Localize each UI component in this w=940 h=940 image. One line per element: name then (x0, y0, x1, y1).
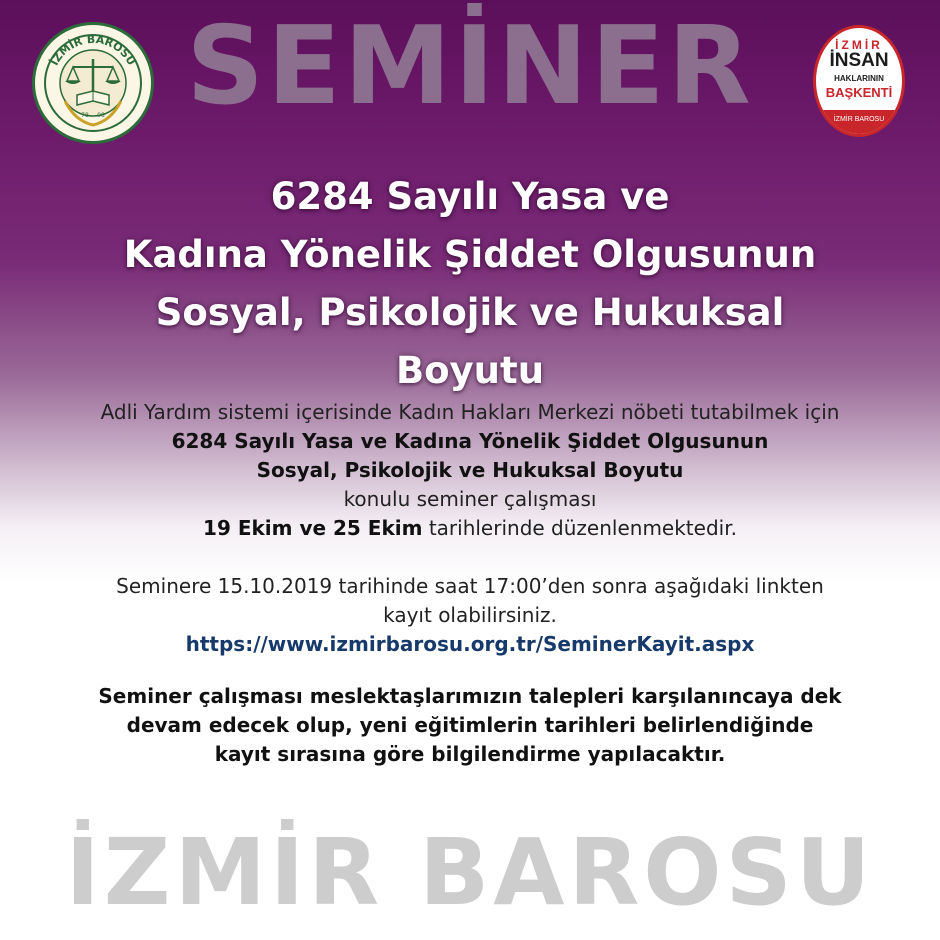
logo-right-line1: İZMİR (835, 38, 883, 52)
final-line: Seminer çalışması meslektaşlarımızın talepleri karşılanıncaya dek (98, 684, 842, 708)
intro-topic-line: 6284 Sayılı Yasa ve Kadına Yönelik Şiddet Olgusunun (171, 429, 769, 453)
intro-line: konulu seminer çalışması (343, 487, 597, 511)
izmir-barosu-seal-logo (32, 22, 154, 144)
logo-right-line5: İZMİR BAROSU (816, 110, 902, 134)
seal-text: İZMİR BAROSU (47, 32, 139, 68)
final-notice (30, 682, 910, 769)
title-line: Sosyal, Psikolojik ve Hukuksal (155, 291, 785, 334)
insan-haklari-baskenti-logo (813, 25, 905, 137)
dates-bold: 19 Ekim ve 25 Ekim (203, 516, 423, 540)
intro-topic-line: Sosyal, Psikolojik ve Hukuksal Boyutu (256, 458, 684, 482)
dates-rest: tarihlerinde düzenlenmektedir. (422, 516, 737, 540)
final-line: devam edecek olup, yeni eğitimlerin tarihleri belirlendiğinde (126, 713, 814, 737)
logo-right-line4: BAŞKENTİ (825, 85, 893, 100)
seminar-description (40, 398, 900, 659)
registration-line: Seminere 15.10.2019 tarihinde saat 17:00’den sonra aşağıdaki linkten (116, 574, 824, 598)
final-line: kayıt sırasına göre bilgilendirme yapılacaktır. (214, 742, 726, 766)
dates-line (40, 514, 900, 543)
logo-right-line3: HAKLARININ (834, 74, 884, 83)
header-word: SEMİNER (186, 4, 754, 129)
registration-line: kayıt olabilirsiniz. (383, 603, 557, 627)
seal-year-right: 08 (97, 112, 105, 119)
intro-line: Adli Yardım sistemi içerisinde Kadın Hakları Merkezi nöbeti tutabilmek için (100, 400, 840, 424)
title-line: 6284 Sayılı Yasa ve (270, 175, 670, 218)
title-line: Kadına Yönelik Şiddet Olgusunun (123, 233, 817, 276)
seal-year-left: 78 (81, 112, 89, 119)
seal-emblem-icon (35, 25, 151, 141)
logo-right-line2: İNSAN (829, 50, 889, 71)
registration-link[interactable]: https://www.izmirbarosu.org.tr/SeminerKayit.aspx (185, 632, 755, 656)
footer-word: İZMİR BAROSU (65, 819, 875, 926)
seminar-title (40, 168, 900, 400)
title-line: Boyutu (395, 349, 545, 392)
